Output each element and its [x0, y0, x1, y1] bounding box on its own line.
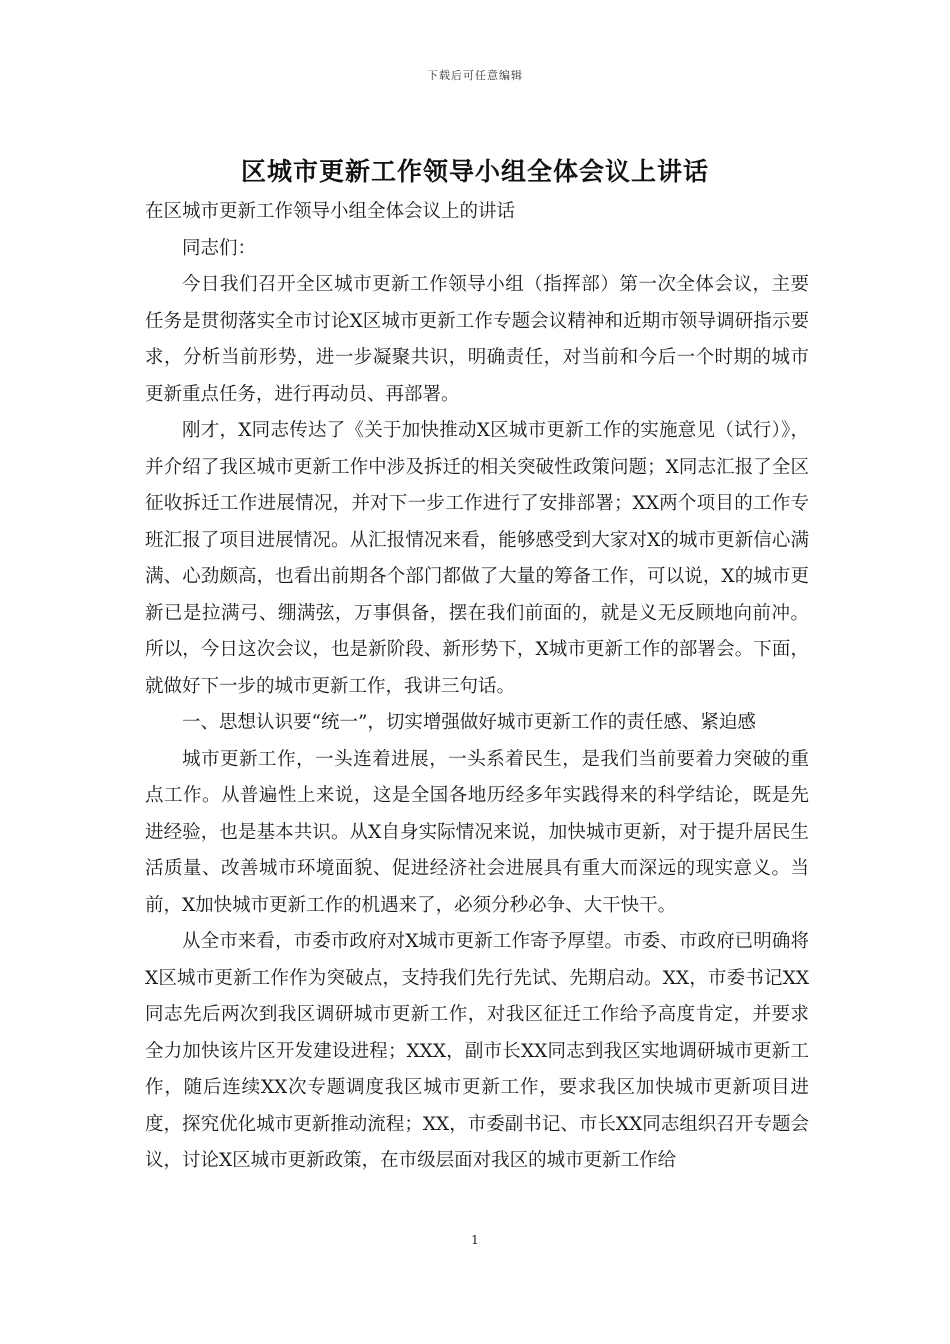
header-note: 下载后可任意编辑 [427, 69, 523, 82]
document-subtitle: 在区城市更新工作领导小组全体会议上的讲话 [145, 201, 516, 222]
paragraph-2: 刚才，X同志传达了《关于加快推动X区城市更新工作的实施意见（试行）》，并介绍了我区城市更新工作中涉及拆迁的相关突破性政策问题；X同志汇报了全区征收拆迁工作进展情况，并对下一步工作进行了安排部署；XX两个项目的工作专班汇报了项目进展情况。从汇报情况来看，能够感受到大家对X的城市更新信心满满、心劲颇高，也看出前期各个部门都做了大量的筹备工作，可以说，X的城市更新已是拉满弓、绷满弦，万事俱备，摆在我们前面的，就是义无反顾地向前冲。所以，今日这次会议，也是新阶段、新形势下，X城市更新工作的部署会。下面，就做好下一步的城市更新工作，我讲三句话。 [145, 420, 809, 697]
salutation: 同志们： [182, 237, 257, 259]
section-heading-1: 一、思想认识要“统一”，切实增强做好城市更新工作的责任感、紧迫感 [182, 712, 756, 733]
page-number: 1 [471, 1233, 479, 1247]
paragraph-4: 从全市来看，市委市政府对X城市更新工作寄予厚望。市委、市政府已明确将X区城市更新工作作为突破点，支持我们先行先试、先期启动。XX，市委书记XX同志先后两次到我区调研城市更新工作，对我区征迁工作给予高度肯定，并要求全力加快该片区开发建设进程；XXX，副市长XX同志到我区实地调研城市更新工作，随后连续XX次专题调度我区城市更新工作，要求我区加快城市更新项目进度，探究优化城市更新推动流程；XX，市委副书记、市长XX同志组织召开专题会议，讨论X区城市更新政策，在市级层面对我区的城市更新工作给 [145, 931, 809, 1171]
paragraph-1: 今日我们召开全区城市更新工作领导小组（指挥部）第一次全体会议，主要任务是贯彻落实全市讨论X区城市更新工作专题会议精神和近期市领导调研指示要求，分析当前形势，进一步凝聚共识，明确责任，对当前和今后一个时期的城市更新重点任务，进行再动员、再部署。 [145, 274, 809, 405]
document-body [145, 194, 809, 1180]
paragraph-3: 城市更新工作，一头连着进展，一头系着民生，是我们当前要着力突破的重点工作。从普遍性上来说，这是全国各地历经多年实践得来的科学结论，既是先进经验，也是基本共识。从X自身实际情况来说，加快城市更新，对于提升居民生活质量、改善城市环境面貌、促进经济社会进展具有重大而深远的现实意义。当前，X加快城市更新工作的机遇来了，必须分秒必争、大干快干。 [145, 748, 809, 916]
document-title: 区城市更新工作领导小组全体会议上讲话 [240, 157, 709, 186]
